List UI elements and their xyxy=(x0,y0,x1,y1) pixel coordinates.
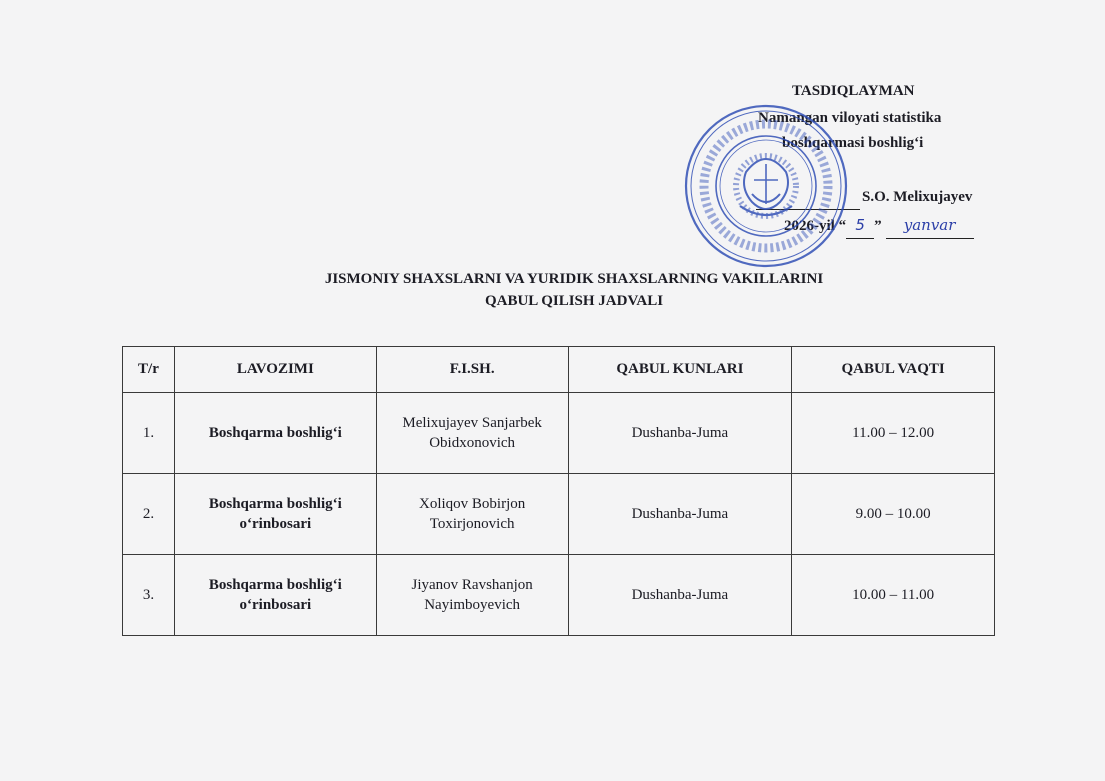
row-reception-time: 10.00 – 11.00 xyxy=(792,555,995,636)
name-line1: Xoliqov Bobirjon xyxy=(419,496,526,512)
row-number: 1. xyxy=(123,393,175,474)
header-reception-time: QABUL VAQTI xyxy=(792,347,995,393)
signature-line xyxy=(756,184,972,210)
row-reception-days: Dushanba-Juma xyxy=(568,474,792,555)
document-title-line1: JISMONIY SHAXSLARNI VA YURIDIK SHAXSLARNING VAKILLARINI xyxy=(324,271,824,287)
row-number: 2. xyxy=(123,474,175,555)
name-line2: Nayimboyevich xyxy=(424,597,521,613)
table-header-row xyxy=(123,347,995,393)
header-number: T/r xyxy=(123,347,175,393)
row-full-name xyxy=(376,555,568,636)
header-reception-days: QABUL KUNLARI xyxy=(568,347,792,393)
table-row xyxy=(123,555,995,636)
row-position xyxy=(174,555,376,636)
approval-date xyxy=(784,212,974,239)
row-position xyxy=(174,474,376,555)
table-row xyxy=(123,474,995,555)
position-line1: Boshqarma boshlig‘i xyxy=(208,496,342,512)
name-line1: Melixujayev Sanjarbek xyxy=(402,415,542,431)
header-position: LAVOZIMI xyxy=(174,347,376,393)
signer-name: S.O. Melixujayev xyxy=(862,189,973,205)
date-mid: ” xyxy=(874,218,882,234)
signature-blank xyxy=(756,193,860,210)
row-reception-time: 11.00 – 12.00 xyxy=(792,393,995,474)
name-line2: Obidxonovich xyxy=(429,435,516,451)
row-number: 3. xyxy=(123,555,175,636)
position-line2: o‘rinbosari xyxy=(239,597,312,613)
approval-title: TASDIQLAYMAN xyxy=(792,83,915,99)
name-line2: Toxirjonovich xyxy=(429,516,515,532)
row-full-name xyxy=(376,474,568,555)
approval-org-line2: boshqarmasi boshlig‘i xyxy=(782,135,924,151)
row-reception-time: 9.00 – 10.00 xyxy=(792,474,995,555)
date-month: yanvar xyxy=(886,212,974,239)
row-reception-days: Dushanba-Juma xyxy=(568,555,792,636)
position-line1: Boshqarma boshlig‘i xyxy=(208,425,342,441)
row-reception-days: Dushanba-Juma xyxy=(568,393,792,474)
document-title xyxy=(0,268,1105,312)
reception-schedule-table xyxy=(122,346,995,636)
position-line1: Boshqarma boshlig‘i xyxy=(208,577,342,593)
table-row xyxy=(123,393,995,474)
position-line2: o‘rinbosari xyxy=(239,516,312,532)
row-full-name xyxy=(376,393,568,474)
approval-org-line1: Namangan viloyati statistika xyxy=(758,110,942,126)
name-line1: Jiyanov Ravshanjon xyxy=(411,577,533,593)
row-position xyxy=(174,393,376,474)
date-prefix: 2026-yil “ xyxy=(784,218,847,234)
document-title-line2: QABUL QILISH JADVALI xyxy=(484,293,664,309)
date-day: 5 xyxy=(846,212,874,239)
header-full-name: F.I.SH. xyxy=(376,347,568,393)
